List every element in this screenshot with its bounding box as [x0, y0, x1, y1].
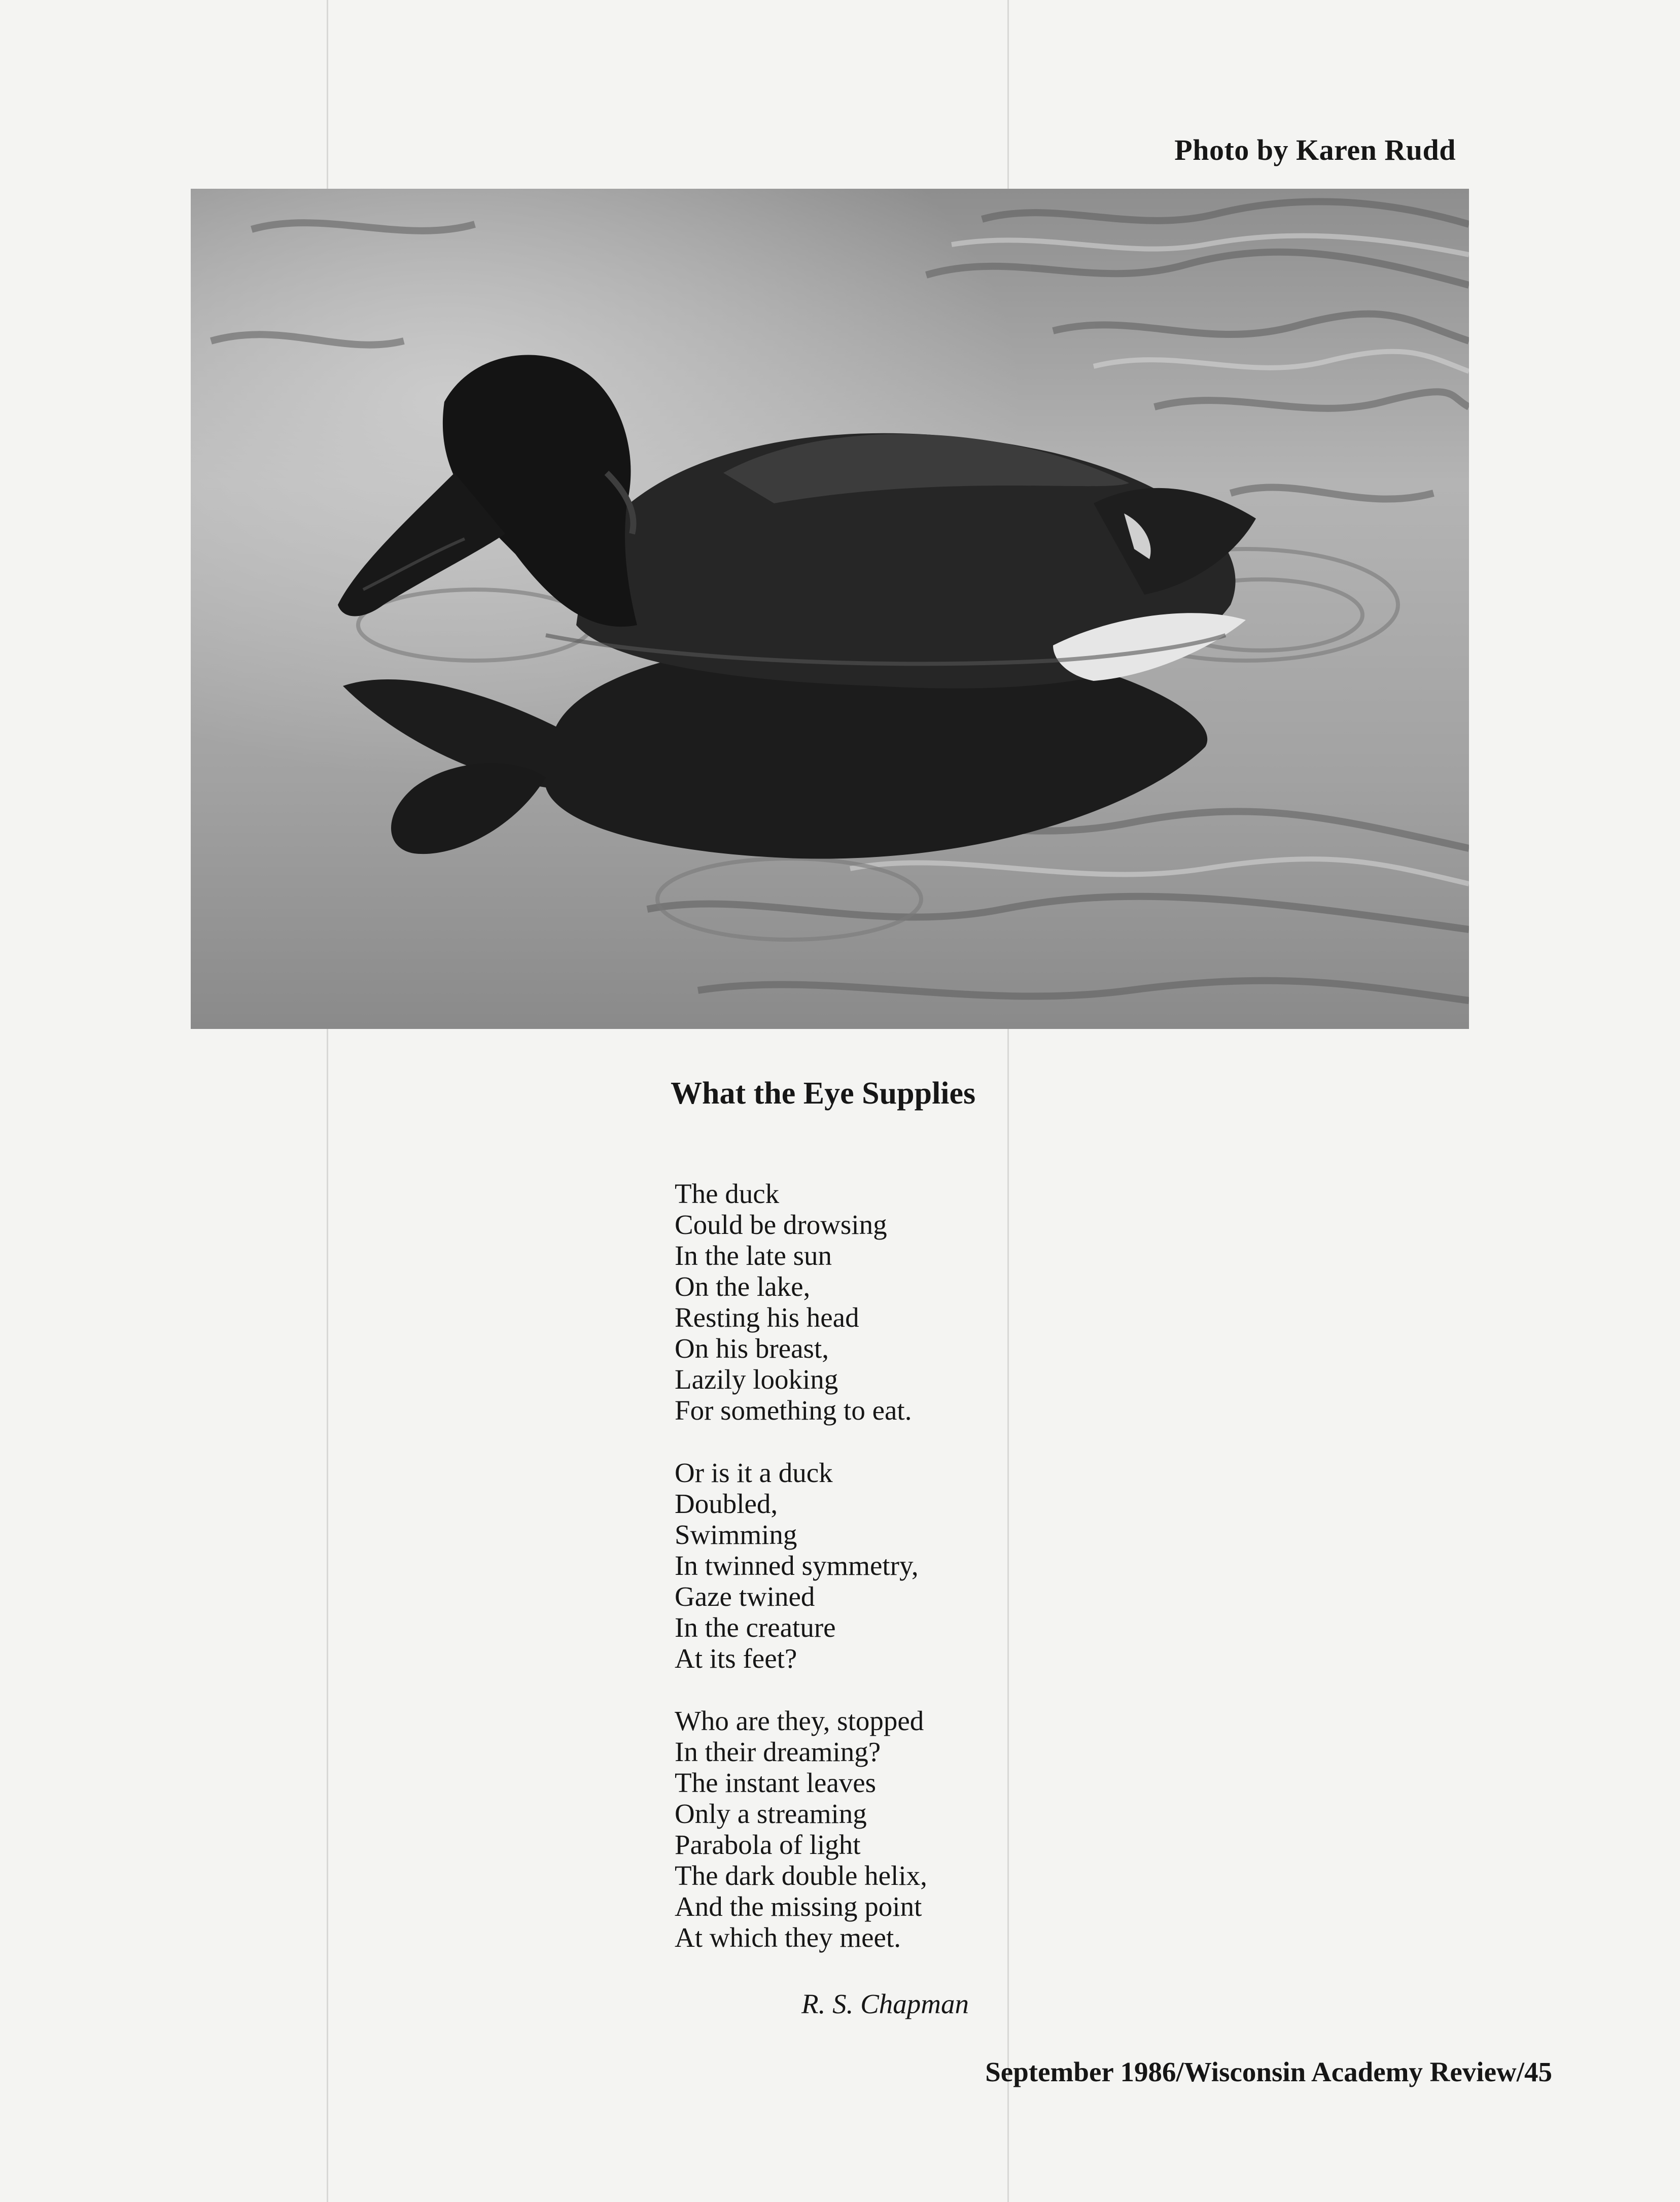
photo-credit: Photo by Karen Rudd — [1174, 133, 1456, 166]
poem-line: Only a streaming — [675, 1798, 867, 1829]
poem-line: At its feet? — [675, 1643, 797, 1674]
poem-line: Or is it a duck — [675, 1457, 833, 1488]
poem-line: Gaze twined — [675, 1581, 815, 1612]
poem-line: And the missing point — [675, 1891, 922, 1922]
poem-line: Parabola of light — [675, 1829, 861, 1860]
poem-line: Doubled, — [675, 1488, 778, 1519]
poem-line: Could be drowsing — [675, 1209, 887, 1240]
poem-line: Who are they, stopped — [675, 1705, 924, 1736]
poem-line: In the late sun — [675, 1240, 832, 1271]
poem-line: Swimming — [675, 1519, 797, 1550]
poem-line: In the creature — [675, 1612, 836, 1643]
poem-line: The duck — [675, 1178, 780, 1209]
poem-stanza — [675, 1705, 1080, 1953]
poem-line: In their dreaming? — [675, 1736, 881, 1767]
poem-line: On the lake, — [675, 1271, 811, 1302]
poem-line: For something to eat. — [675, 1395, 912, 1426]
poem-stanza — [675, 1178, 1080, 1426]
poem-line: Lazily looking — [675, 1364, 838, 1395]
poem-line: On his breast, — [675, 1333, 829, 1364]
duck-photo — [191, 189, 1469, 1029]
poem-author: R. S. Chapman — [801, 1988, 969, 2019]
duck-photo-illustration — [191, 189, 1469, 1029]
poem-line: The instant leaves — [675, 1767, 877, 1798]
poem-line: At which they meet. — [675, 1922, 901, 1953]
poem-stanza — [675, 1457, 1080, 1674]
poem-line: In twinned symmetry, — [675, 1550, 919, 1581]
page-footer: September 1986/Wisconsin Academy Review/45 — [985, 2056, 1552, 2087]
poem-line: The dark double helix, — [675, 1860, 927, 1891]
poem-body — [675, 1178, 1080, 1984]
poem-title: What the Eye Supplies — [671, 1076, 976, 1111]
poem-line: Resting his head — [675, 1302, 859, 1333]
